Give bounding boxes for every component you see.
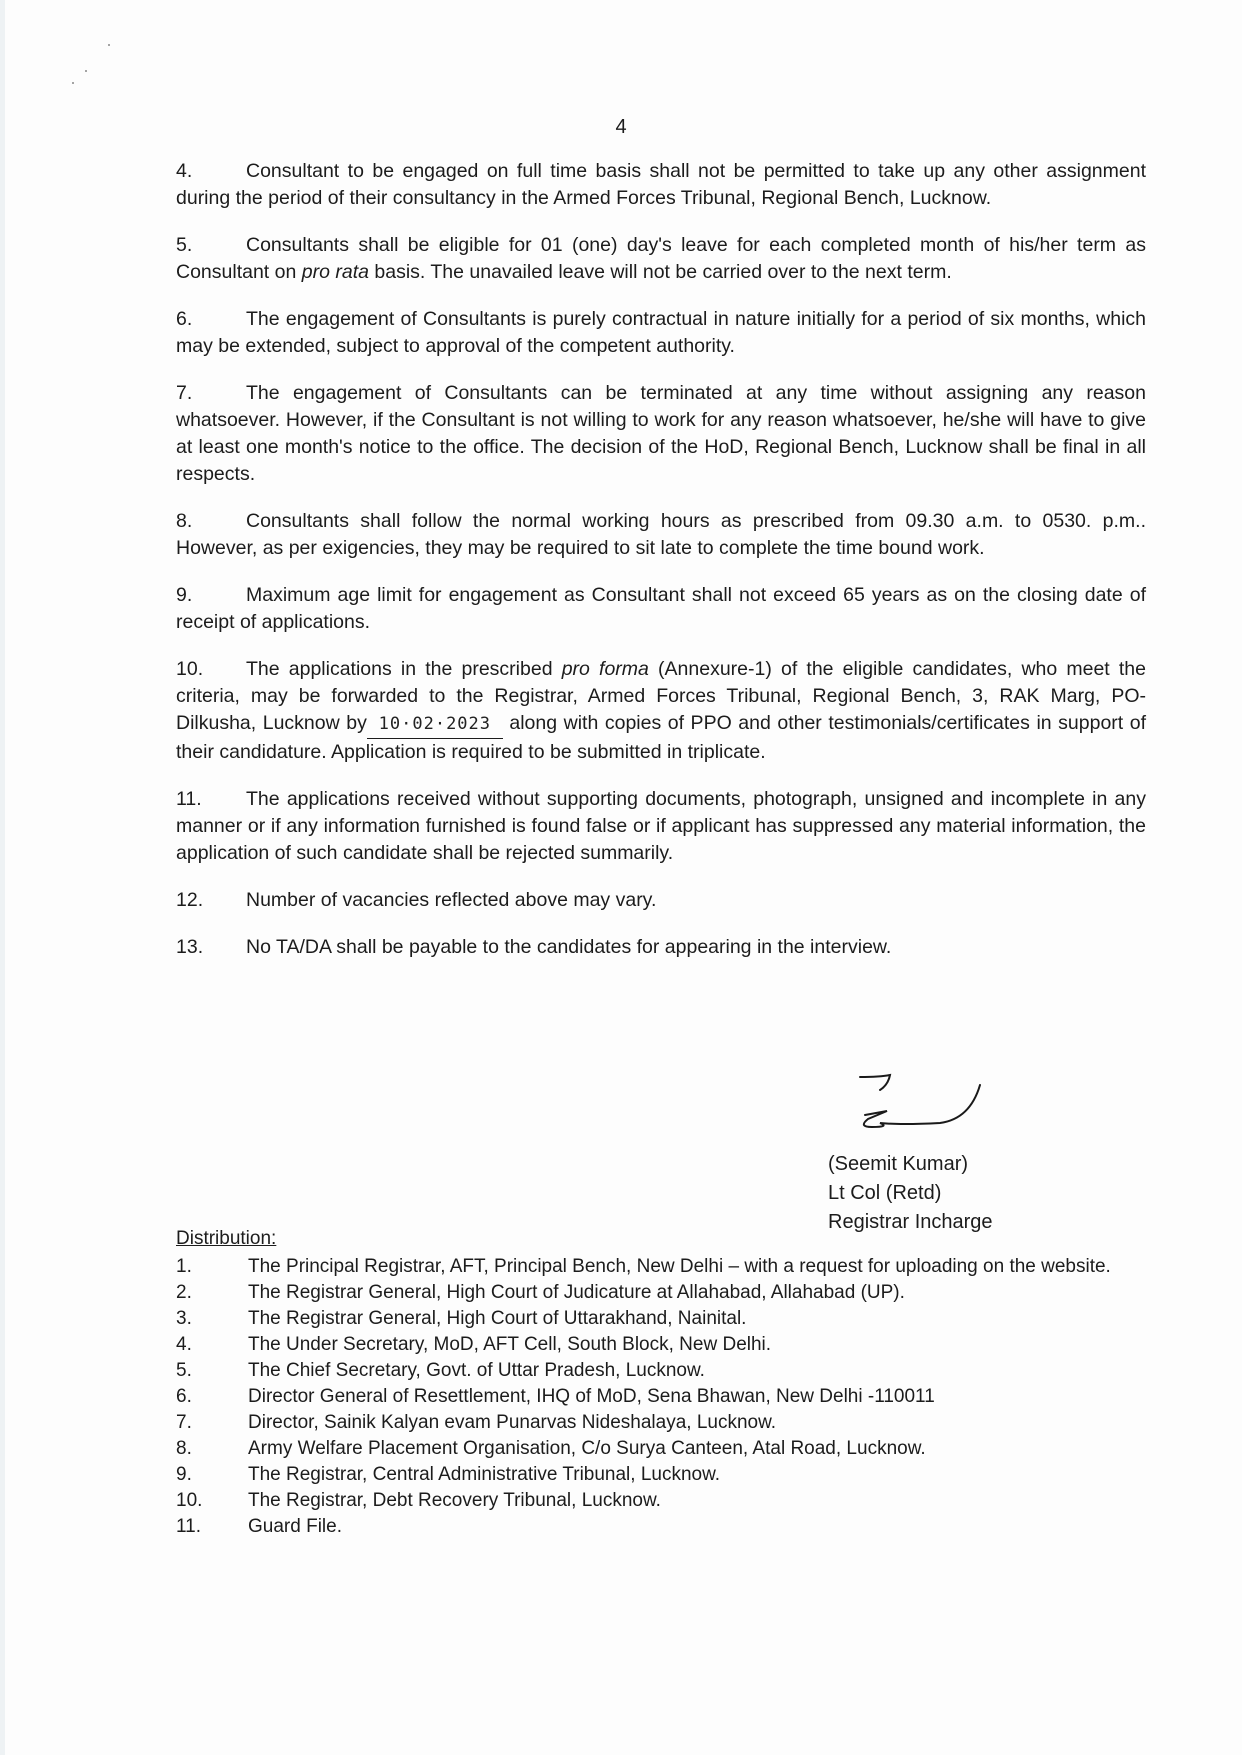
paragraph-5 [176,232,1146,286]
paragraph-number: 6. [176,308,193,330]
paragraph-text: Maximum age limit for engagement as Consultant shall not exceed 65 years as on the closing date of receipt of applications. [176,584,1146,633]
paragraph-text: (Annexure-1) of the eligible candidates, who meet the criteria, may be forwarded to the Registrar, Armed Forces Tribunal, Regional Bench, 3, RAK Marg, PO- Dilkusha, Lucknow by [176,658,1146,734]
item-text: The Registrar, Central Administrative Tribunal, Lucknow. [248,1464,721,1485]
item-number: 10. [176,1490,203,1511]
item-number: 3. [176,1308,192,1329]
item-text: The Registrar General, High Court of Judicature at Allahabad, Allahabad (UP). [248,1282,905,1303]
paragraph-text: basis. The unavailed leave will not be carried over to the next term. [368,261,952,283]
item-number: 7. [176,1412,192,1433]
italic-term: pro rata [301,261,369,283]
scan-speck [85,70,87,72]
item-text: Army Welfare Placement Organisation, C/o Surya Canteen, Atal Road, Lucknow. [248,1438,926,1459]
paragraph-4 [176,158,1146,212]
paragraph-12 [176,887,1146,914]
distribution-item [176,1514,1146,1540]
paragraph-text: No TA/DA shall be payable to the candidates for appearing in the interview. [246,936,892,958]
paragraph-number: 13. [176,936,204,958]
item-number: 2. [176,1282,192,1303]
item-text: Guard File. [248,1516,342,1537]
item-text: The Registrar General, High Court of Uttarakhand, Nainital. [248,1308,747,1329]
paragraph-text: along with copies of PPO and other testimonials/certificates in support of their candidature. Application is required to be submitted in triplicate. [176,712,1147,763]
scan-edge [0,0,5,1755]
item-text: Director, Sainik Kalyan evam Punarvas Nideshalaya, Lucknow. [248,1412,777,1433]
item-number: 1. [176,1256,192,1277]
paragraph-text: The applications received without supporting documents, photograph, unsigned and incomplete in any manner or if any information furnished is found false or if applicant has suppressed any material information, the application of such candidate shall be rejected summarily. [176,788,1146,864]
distribution-item [176,1254,1146,1280]
paragraph-number: 8. [176,510,193,532]
distribution-title: Distribution: [176,1228,277,1249]
handwritten-date: 10·02·2023 [367,711,503,739]
paragraph-number: 11. [176,788,202,810]
item-text: The Principal Registrar, AFT, Principal Bench, New Delhi – with a request for uploading on the website. [248,1256,1111,1277]
scan-speck [72,82,74,84]
item-number: 8. [176,1438,192,1459]
item-number: 4. [176,1334,192,1355]
distribution-list [176,1226,1146,1540]
distribution-item [176,1306,1146,1332]
paragraph-number: 5. [176,234,193,256]
item-number: 9. [176,1464,192,1485]
paragraph-11 [176,786,1146,867]
distribution-item [176,1280,1146,1306]
distribution-item [176,1410,1146,1436]
paragraph-9 [176,582,1146,636]
signatory-designation: Registrar Incharge [828,1211,993,1233]
paragraph-text: The engagement of Consultants is purely contractual in nature initially for a period of six months, which may be extended, subject to approval of the competent authority. [176,308,1146,357]
paragraph-text: Consultants shall follow the normal working hours as prescribed from 09.30 a.m. to 0530. p.m.. However, as per exigencies, they may be required to sit late to complete the time bound work. [176,510,1146,559]
body-text [176,158,1146,981]
page-number: 4 [615,116,627,138]
signature-scribble-icon [830,1055,1030,1150]
paragraph-number: 10. [176,658,204,680]
item-text: The Under Secretary, MoD, AFT Cell, South Block, New Delhi. [248,1334,772,1355]
distribution-item [176,1436,1146,1462]
paragraph-8 [176,508,1146,562]
paragraph-text: Number of vacancies reflected above may vary. [246,889,657,911]
paragraph-text: Consultants shall be eligible for 01 (one) day's leave for each completed month of his/her term as Consultant on [176,234,1146,283]
item-number: 6. [176,1386,192,1407]
item-number: 5. [176,1360,192,1381]
paragraph-number: 7. [176,382,193,404]
paragraph-10 [176,656,1146,766]
paragraph-text: The engagement of Consultants can be terminated at any time without assigning any reason whatsoever. However, if the Consultant is not willing to work for any reason whatsoever, he/she will have to give at least one month's notice to the office. The decision of the HoD, Regional Bench, Lucknow shall be final in all respects. [176,382,1146,485]
scan-speck [108,44,110,46]
signature-block [828,1150,1128,1237]
distribution-item [176,1488,1146,1514]
distribution-item [176,1384,1146,1410]
distribution-item [176,1358,1146,1384]
distribution-item [176,1462,1146,1488]
paragraph-text: The applications in the prescribed [246,658,562,680]
item-text: The Registrar, Debt Recovery Tribunal, Lucknow. [248,1490,661,1511]
paragraph-number: 9. [176,584,193,606]
item-text: The Chief Secretary, Govt. of Uttar Pradesh, Lucknow. [248,1360,705,1381]
paragraph-number: 4. [176,160,193,182]
paragraph-13 [176,934,1146,961]
signatory-rank: Lt Col (Retd) [828,1182,942,1204]
signatory-name: (Seemit Kumar) [828,1153,969,1175]
item-number: 11. [176,1516,202,1537]
italic-term: pro forma [561,658,649,680]
paragraph-7 [176,380,1146,488]
paragraph-6 [176,306,1146,360]
item-text: Director General of Resettlement, IHQ of MoD, Sena Bhawan, New Delhi -110011 [248,1386,935,1407]
paragraph-number: 12. [176,889,204,911]
paragraph-text: Consultant to be engaged on full time basis shall not be permitted to take up any other assignment during the period of their consultancy in the Armed Forces Tribunal, Regional Bench, Lucknow. [176,160,1146,209]
distribution-item [176,1332,1146,1358]
